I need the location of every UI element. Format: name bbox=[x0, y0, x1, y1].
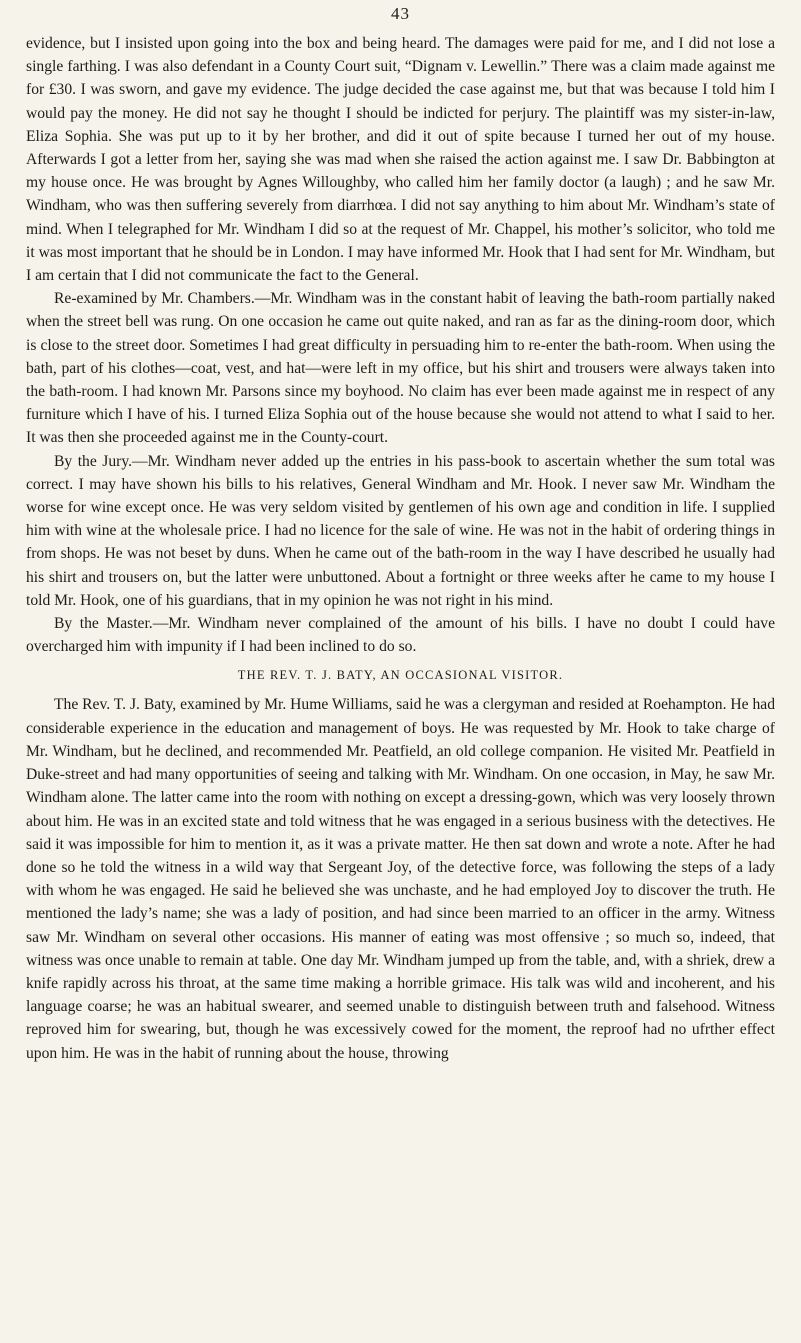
paragraph-by-the-jury: By the Jury.—Mr. Windham never added up the entries in his pass-book to ascertain whether the sum total was correct. I may have shown his bills to his relatives, General Windham and Mr. Hook. I never saw Mr. Windham the worse for wine except once. He was very seldom visited by gentlemen of his own age and condition in life. I supplied him with wine at the wholesale price. I had no licence for the sale of wine. He was not in the habit of ordering things in from shops. He was not beset by duns. When he came out of the bath-room in the way I have described he usually had his shirt and trousers on, but the latter were unbuttoned. About a fortnight or three weeks after he came to my house I told Mr. Hook, one of his guardians, that in my opinion he was not right in his mind. bbox=[26, 452, 775, 609]
page-number: 43 bbox=[391, 4, 410, 23]
paragraph-evidence-continued: evidence, but I insisted upon going into the box and being heard. The damages were paid for me, and I did not lose a single farthing. I was also defendant in a County Court suit, “Dignam v. Lewellin.” There was a claim made against me for £30. I was sworn, and gave my evidence. The judge decided the case against me, but that was because I told him I would pay the money. He did not say he thought I should be indicted for perjury. The plaintiff was my sister-in-law, Eliza Sophia. She was put up to it by her brother, and did it out of spite because I turned her out of my house. Afterwards I got a letter from her, saying she was mad when she raised the action against me. I saw Dr. Babbington at my house once. He was brought by Agnes Willoughby, who called him her family doctor (a laugh) ; and he saw Mr. Windham, who was then suffering severely from diarrhœa. I did not say anything to him about Mr. Windham’s state of mind. When I telegraphed for Mr. Windham I did so at the request of Mr. Chappel, his mother’s solicitor, who told me it was most important that he should be in London. I may have informed Mr. Hook that I had sent for Mr. Windham, but I am certain that I did not communicate the fact to the General. bbox=[26, 35, 775, 285]
section-heading: THE REV. T. J. BATY, AN OCCASIONAL VISITOR. bbox=[237, 668, 564, 683]
paragraph-by-the-master: By the Master.—Mr. Windham never complained of the amount of his bills. I have no doubt I could have overcharged him with impunity if I had been inclined to do so. bbox=[26, 615, 775, 656]
paragraph-rev-baty: The Rev. T. J. Baty, examined by Mr. Hume Williams, said he was a clergyman and resided at Roehampton. He had considerable experience in the education and management of boys. He was requested by Mr. Hook to take charge of Mr. Windham, but he declined, and recommended Mr. Peatfield, an old college companion. He visited Mr. Peatfield in Duke-street and had many opportunities of seeing and talking with Mr. Windham. On one occasion, in May, he saw Mr. Windham alone. The latter came into the room with nothing on except a dressing-gown, which was very loosely thrown about him. He was in an excited state and told witness that he was engaged in a serious business with the detectives. He said it was impossible for him to mention it, as it was a private matter. He then sat down and wrote a note. After he had done so he told the witness in a wild way that Sergeant Joy, of the detective force, was following the steps of a lady with whom he was engaged. He said he believed she was unchaste, and he had employed Joy to discover the truth. He mentioned the lady’s name; she was a lady of position, and had since been married to an officer in the army. Witness saw Mr. Windham on several other occasions. His manner of eating was most offensive ; so much so, indeed, that witness was once unable to remain at table. One day Mr. Windham jumped up from the table, and, with a shriek, drew a knife rapidly across his throat, at the same time making a horrible grimace. His talk was wild and incoherent, and his language coarse; he was an habitual swearer, and seemed unable to distinguish between truth and falsehood. Witness reproved him for swearing, but, though he was excessively cowed for the moment, the reproof had no ufrther effect upon him. He was in the habit of running about the house, throwing bbox=[26, 696, 775, 1062]
paragraph-re-examined: Re-examined by Mr. Chambers.—Mr. Windham was in the constant habit of leaving the bath-room partially naked when the street bell was rung. On one occasion he came out quite naked, and ran as far as the dining-room door, which is close to the street door. Sometimes I had great difficulty in persuading him to re-enter the bath-room. When using the bath, part of his clothes—coat, vest, and hat—were left in my office, but his shirt and trousers were always taken into the bath-room. I had known Mr. Parsons since my boyhood. No claim has ever been made against me in respect of any furniture which I have of his. I turned Eliza Sophia out of the house because she would not attend to what I said to her. It was then she proceeded against me in the County-court. bbox=[26, 290, 775, 447]
